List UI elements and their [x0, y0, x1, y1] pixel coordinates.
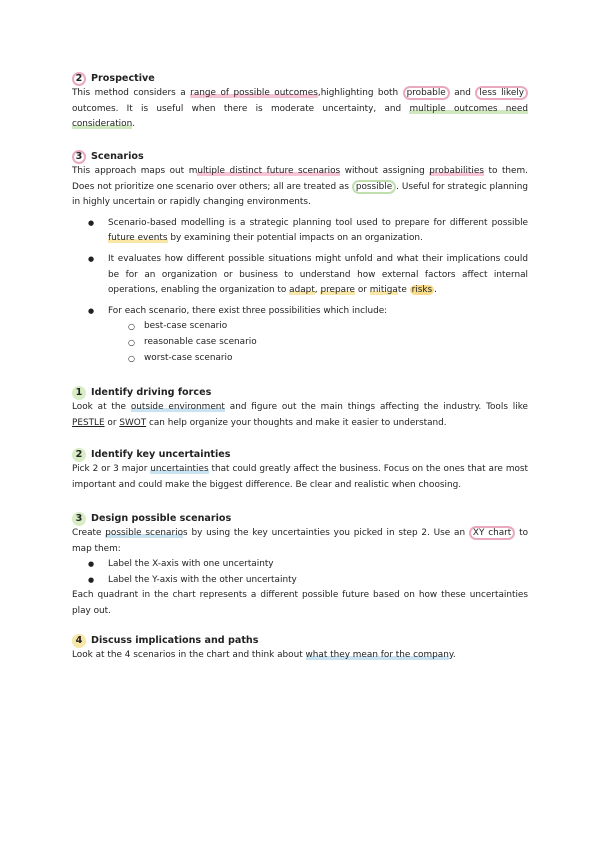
- sub-list-item: ○ worst-case scenario: [108, 351, 528, 367]
- section-heading: [72, 72, 528, 86]
- section-title: Identify key uncertainties: [91, 449, 231, 460]
- highlight: multiple outcomes need consideration: [72, 103, 528, 130]
- highlight: prepare: [320, 285, 355, 296]
- circled-word: less likely: [475, 86, 528, 100]
- section-paragraph: Pick 2 or 3 major uncertainties that could greatly affect the business. Focus on the ones that are most important and could make the biggest difference. Be clear and realistic when choosing.: [72, 464, 529, 490]
- section-title: Discuss implications and paths: [91, 635, 259, 646]
- highlight: probabilities: [429, 166, 484, 176]
- section-heading: [72, 448, 528, 462]
- section-step-2: [72, 448, 528, 493]
- list-item: ● Label the Y-axis with the other uncertainty: [72, 573, 528, 589]
- circled-word: probable: [403, 86, 450, 100]
- section-paragraph: Each quadrant in the chart represents a different possible future based on how these uncertainties play out.: [72, 590, 528, 616]
- section-heading: [72, 512, 528, 526]
- highlight: ultiple distinct future scenarios: [197, 166, 341, 176]
- circled-word: risks: [411, 285, 433, 296]
- highlight: range of possible outcomes: [190, 88, 318, 98]
- section-paragraph: Create possible scenarios by using the key uncertainties you picked in step 2. Use an XY chart to map them:: [72, 528, 528, 554]
- section-prospective: [72, 72, 528, 133]
- section-heading: [72, 634, 528, 648]
- section-step-3: [72, 512, 528, 620]
- number-badge: 3: [72, 150, 86, 164]
- bullet-list: [72, 216, 528, 366]
- section-paragraph: This method considers a range of possible outcomes,highlighting both probable and less likely outcomes. It is useful when there is moderate uncertainty, and multiple outcomes need consideration.: [72, 88, 528, 130]
- highlight: mitiga: [369, 285, 398, 296]
- section-heading: [72, 150, 528, 164]
- number-badge: 3: [72, 512, 86, 526]
- list-item: ● Scenario-based modelling is a strategic planning tool used to prepare for different possible future events by examining their potential impacts on an organization.: [72, 216, 528, 247]
- circled-word: possible: [352, 180, 396, 194]
- section-paragraph: This approach maps out multiple distinct future scenarios without assigning probabilities to them. Does not prioritize one scenario over others; all are treated as possible . Useful for strategic planning in highly uncertain or rapidly changing environments.: [72, 166, 528, 208]
- circled-word: XY chart: [469, 526, 515, 540]
- highlight: what they mean for the compan: [305, 650, 449, 660]
- section-heading: [72, 386, 528, 400]
- sub-list: [108, 319, 528, 366]
- highlight: outside environment: [130, 402, 225, 412]
- section-step-4: [72, 634, 528, 664]
- section-title: Identify driving forces: [91, 387, 212, 398]
- bullet-list: [72, 557, 528, 588]
- number-badge: 4: [72, 634, 86, 648]
- highlight: uncertainties: [150, 464, 209, 474]
- section-paragraph: Look at the outside environment and figure out the main things affecting the industry. Tools like PESTLE or SWOT can help organize your thoughts and make it easier to understand.: [72, 402, 529, 428]
- section-title: Prospective: [91, 73, 155, 84]
- underlined-term: SWOT: [119, 417, 147, 428]
- highlight: adapt: [289, 285, 315, 296]
- highlight: future events: [108, 233, 168, 244]
- list-item: ● Label the X-axis with one uncertainty: [72, 557, 528, 573]
- number-badge: 1: [72, 386, 86, 400]
- sub-list-item: ○ reasonable case scenario: [108, 335, 528, 351]
- list-item: ● It evaluates how different possible situations might unfold and what their implications could be for an organization or business to understand how external factors affect internal operations, enabling the organization to adapt, prepare or mitigate risks .: [72, 252, 528, 299]
- list-item: ● For each scenario, there exist three possibilities which include: ○ best-case scenario ○ reasonable case scenario ○ worst-case scenario: [72, 304, 528, 366]
- number-badge: 2: [72, 72, 86, 86]
- underlined-term: PESTLE: [72, 417, 105, 428]
- sub-list-item: ○ best-case scenario: [108, 319, 528, 335]
- section-title: Design possible scenarios: [91, 513, 232, 524]
- highlight: possible scenario: [105, 528, 184, 538]
- section-scenarios: [72, 150, 528, 371]
- section-title: Scenarios: [91, 151, 144, 162]
- number-badge: 2: [72, 448, 86, 462]
- section-paragraph: Look at the 4 scenarios in the chart and think about what they mean for the company.: [72, 650, 456, 660]
- section-step-1: [72, 386, 528, 431]
